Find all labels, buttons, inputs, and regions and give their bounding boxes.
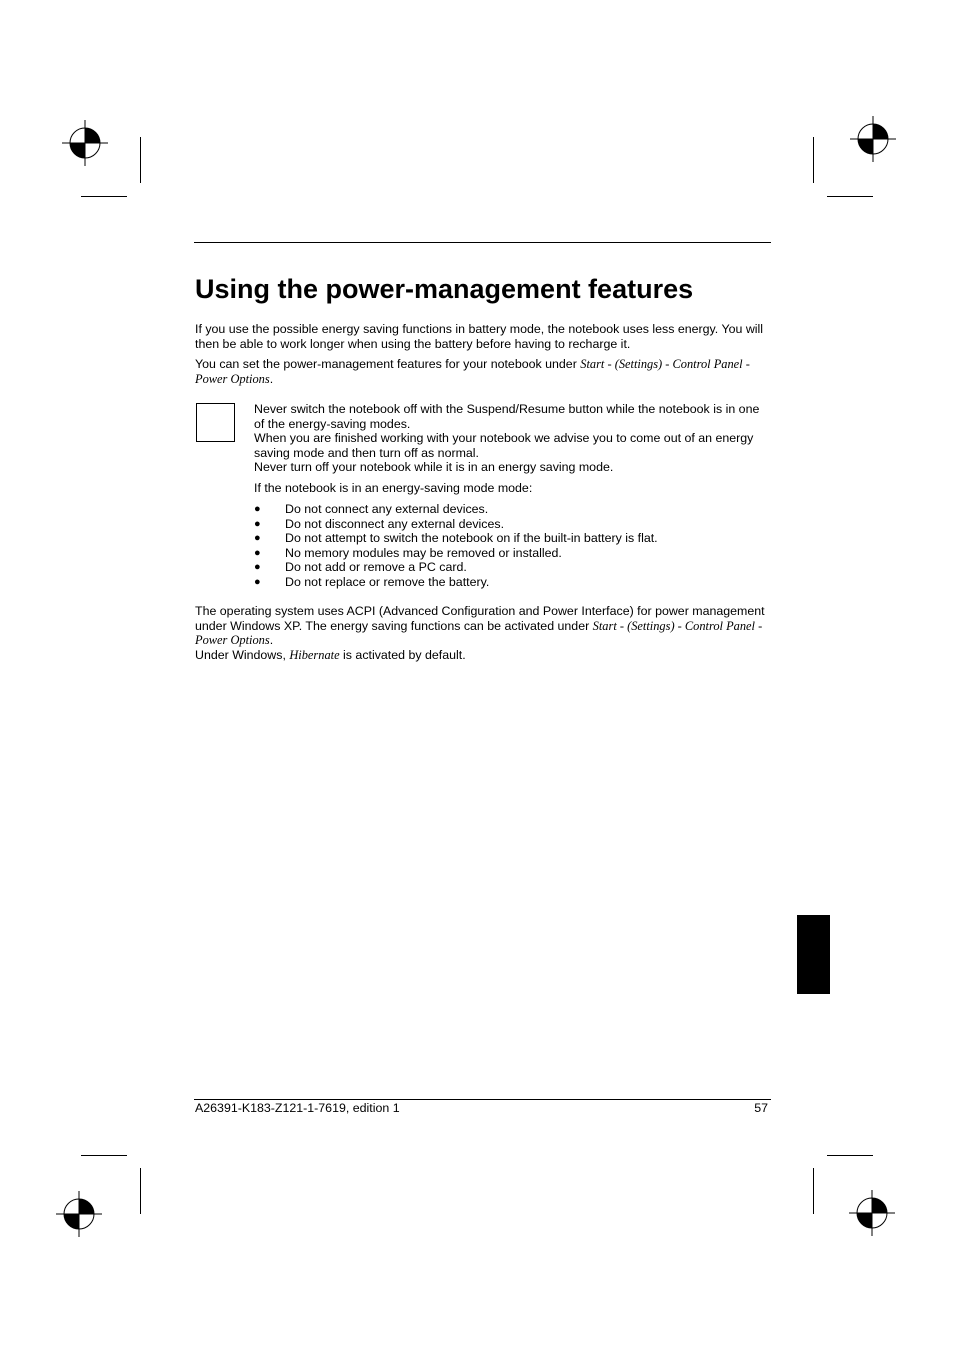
hibernate-post: is activated by default. [339, 648, 466, 662]
note-icon [196, 403, 235, 442]
list-item: ● Do not add or remove a PC card. [254, 560, 467, 575]
hibernate-pre: Under Windows, [195, 648, 290, 662]
footer-page-number: 57 [754, 1101, 768, 1115]
settings-path-paragraph [195, 357, 765, 386]
thumb-index-tab [797, 915, 830, 994]
acpi-paragraph [195, 604, 765, 648]
bullet-icon: ● [254, 575, 261, 588]
acpi-end: . [269, 633, 274, 648]
footer-rule [194, 1099, 771, 1100]
bullet-icon: ● [254, 532, 261, 545]
page-title: Using the power-management features [195, 274, 694, 304]
note-line: Never turn off your notebook while it is in an energy saving mode. [254, 460, 614, 475]
note-line: When you are finished working with your notebook we advise you to come out of an energy saving mode and then turn off as normal. [254, 431, 754, 460]
note-text [254, 402, 764, 475]
footer-document-id: A26391-K183-Z121-1-7619, edition 1 [195, 1101, 400, 1115]
hibernate-reference: Hibernate [289, 648, 340, 662]
registration-mark-icon [850, 116, 896, 162]
registration-mark-icon [849, 1190, 895, 1236]
list-item: ● Do not attempt to switch the notebook on if the built-in battery is flat. [254, 531, 658, 546]
bullet-list [254, 502, 764, 590]
intro-paragraph: If you use the possible energy saving functions in battery mode, the notebook uses less energy. You will then be able to work longer when using the battery before having to recharge it. [195, 322, 764, 351]
acpi-reference: Start - (Settings) - Control Panel - Power Options [195, 618, 763, 648]
header-rule [194, 242, 771, 243]
note-line: Never switch the notebook off with the Suspend/Resume button while the notebook is in one of the energy-saving modes. [254, 402, 760, 431]
bullet-icon: ● [254, 517, 261, 530]
list-item: ● Do not disconnect any external devices. [254, 516, 505, 531]
settings-path-text: You can set the power-management features for your notebook under [195, 357, 581, 371]
acpi-text: The operating system uses ACPI (Advanced Configuration and Power Interface) for power management under Windows XP. The energy saving functions can be activated under [195, 604, 765, 633]
list-item: ● No memory modules may be removed or installed. [254, 545, 562, 560]
note-lead: If the notebook is in an energy-saving mode mode: [254, 481, 533, 495]
bullet-icon: ● [254, 561, 261, 574]
bullet-icon: ● [254, 546, 261, 559]
settings-path-end: . [269, 371, 274, 386]
list-item: ● Do not connect any external devices. [254, 502, 489, 516]
registration-mark-icon [56, 1191, 102, 1237]
registration-mark-icon [62, 120, 108, 166]
list-item: ● Do not replace or remove the battery. [254, 574, 490, 589]
bullet-icon: ● [254, 503, 261, 515]
hibernate-paragraph [195, 648, 765, 663]
settings-path-reference: Start - (Settings) - Control Panel - Power Options [195, 357, 750, 386]
